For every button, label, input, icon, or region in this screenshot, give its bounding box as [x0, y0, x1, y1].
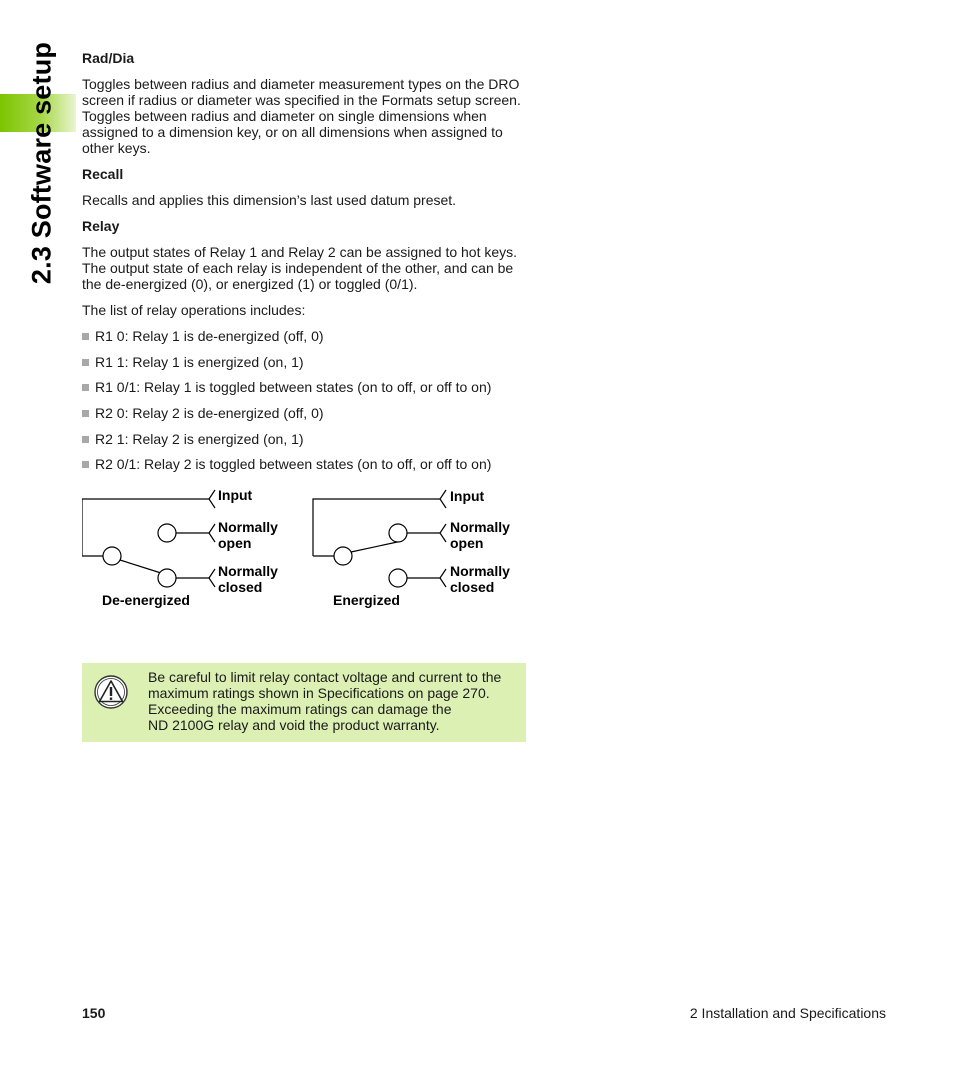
warning-line: ND 2100G relay and void the product warranty.: [148, 717, 440, 733]
input-wire: [313, 499, 440, 556]
label-normally-open-line2: open: [218, 535, 252, 551]
bullet-square-icon: [82, 333, 89, 340]
label-normally-open-line2: open: [450, 535, 484, 551]
section-title-vertical: [27, 38, 57, 288]
normally-open-contact: [158, 524, 176, 542]
warning-line: Exceeding the maximum ratings can damage the: [148, 701, 452, 717]
bullet-square-icon: [82, 461, 89, 468]
normally-closed-terminal-icon: [209, 569, 215, 587]
common-contact: [334, 547, 352, 565]
page-number: 150: [82, 1005, 106, 1021]
switch-arm: [351, 541, 402, 552]
normally-open-terminal-icon: [209, 524, 215, 542]
normally-open-contact: [389, 524, 407, 542]
bullet-square-icon: [82, 410, 89, 417]
label-input: Input: [450, 488, 485, 504]
bullet-square-icon: [82, 359, 89, 366]
label-normally-closed-line1: Normally: [450, 563, 510, 579]
list-item: R2 1: Relay 2 is energized (on, 1): [82, 431, 527, 447]
paragraph-recall: Recalls and applies this dimension’s last used datum preset.: [82, 192, 457, 208]
list-item: R1 0/1: Relay 1 is toggled between states (on to off, or off to on): [82, 379, 527, 395]
bullet-square-icon: [82, 384, 89, 391]
list-item: R2 0/1: Relay 2 is toggled between states (on to off, or off to on): [82, 456, 527, 472]
relay-operations-list: [82, 328, 527, 472]
normally-closed-contact: [158, 569, 176, 587]
warning-line: Be careful to limit relay contact voltage and current to the: [148, 669, 502, 685]
warning-triangle-icon: [94, 675, 128, 709]
label-normally-closed-line1: Normally: [218, 563, 278, 579]
input-wire: [82, 499, 209, 556]
caption-de-energized: De-energized: [102, 592, 190, 608]
list-item: R1 0: Relay 1 is de-energized (off, 0): [82, 328, 527, 344]
heading-raddia: Rad/Dia: [82, 50, 135, 66]
list-item: R1 1: Relay 1 is energized (on, 1): [82, 354, 527, 370]
relay-state-diagram: [82, 484, 527, 614]
list-item: R2 0: Relay 2 is de-energized (off, 0): [82, 405, 527, 421]
normally-closed-contact: [389, 569, 407, 587]
input-terminal-icon: [440, 490, 446, 508]
warning-text: [148, 669, 520, 733]
paragraph-relay: The output states of Relay 1 and Relay 2 can be assigned to hot keys. The output state of each relay is independent of the other, and can be the de-energized (0), or energized (1) or toggled (0/1).: [82, 244, 518, 292]
relay-energized-diagram: [313, 490, 446, 587]
warning-line: maximum ratings shown in Specifications on page 270.: [148, 685, 490, 701]
input-terminal-icon: [209, 490, 215, 508]
heading-relay: Relay: [82, 218, 120, 234]
relay-de-energized-diagram: [82, 490, 215, 587]
switch-arm: [120, 560, 161, 573]
common-contact: [103, 547, 121, 565]
label-normally-open-line1: Normally: [218, 519, 278, 535]
chapter-title: 2 Installation and Specifications: [689, 1005, 886, 1021]
label-normally-open-line1: Normally: [450, 519, 510, 535]
label-input: Input: [218, 487, 253, 503]
bullet-square-icon: [82, 436, 89, 443]
paragraph-raddia: Toggles between radius and diameter measurement types on the DRO screen if radius or diameter was specified in the Formats setup screen. Toggles between radius and diameter on single dimensions when assigned to a dimension key, or on all dimensions when assigned to other keys.: [82, 76, 521, 156]
section-title: 2.3 Software setup: [26, 41, 57, 285]
heading-recall: Recall: [82, 166, 124, 182]
label-normally-closed-line2: closed: [218, 579, 263, 595]
relay-list-intro: The list of relay operations includes:: [82, 302, 306, 318]
warning-box: [82, 663, 526, 742]
normally-closed-terminal-icon: [440, 569, 446, 587]
label-normally-closed-line2: closed: [450, 579, 495, 595]
caption-energized: Energized: [333, 592, 400, 608]
normally-open-terminal-icon: [440, 524, 446, 542]
main-content: [82, 50, 527, 482]
